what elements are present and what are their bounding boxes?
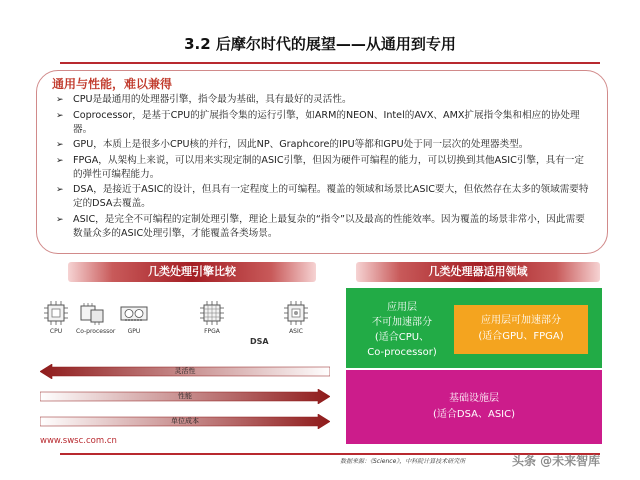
- coprocessor-chip-icon: [79, 300, 105, 326]
- bullet-list: [53, 93, 593, 242]
- footer-url: www.swsc.com.cn: [40, 436, 117, 446]
- cpu-label: CPU: [49, 328, 63, 335]
- engine-comparison-banner: 几类处理引擎比较: [68, 262, 316, 282]
- bullet-arrow-icon: ➢: [56, 140, 64, 150]
- infra-layer-box: [346, 370, 602, 444]
- asic-label: ASIC: [289, 328, 303, 335]
- flexibility-label: 灵活性: [174, 367, 196, 375]
- overview-panel: [36, 70, 608, 254]
- asic-chip: [280, 300, 312, 335]
- accel-layer-box: [454, 305, 588, 354]
- processor-icons-row: [40, 300, 340, 348]
- cpu-chip-icon: [43, 300, 69, 326]
- panel-title: 通用与性能，难以兼得: [52, 77, 173, 91]
- bullet-text: GPU，本质上是很多小CPU核的并行，因此NP、Graphcore的IPU等都和GPU处于同一层次的处理器类型。: [73, 139, 529, 150]
- page-title: 3.2 后摩尔时代的展望——从通用到专用: [184, 35, 456, 53]
- flexibility-arrow: [40, 364, 330, 379]
- title-divider: [60, 62, 600, 64]
- list-item: [53, 93, 593, 107]
- coprocessor-chip: [76, 300, 116, 335]
- list-item: [53, 138, 593, 152]
- gpu-card: [118, 300, 150, 335]
- bullet-text: Coprocessor，是基于CPU的扩展指令集的运行引擎，如ARM的NEON、Intel的AVX、AMX扩展指令集和相应的协处理器。: [73, 109, 580, 135]
- app-layer-text: 应用层 不可加速部分 (适合CPU、 Co-processor): [367, 302, 437, 358]
- bullet-text: FPGA，从架构上来说，可以用来实现定制的ASIC引擎，但因为硬件可编程的能力，可以切换到其他ASIC引擎，具有一定的弹性可编程能力。: [73, 154, 584, 180]
- accel-layer-text: 应用层可加速部分 (适合GPU、FPGA): [478, 315, 564, 342]
- coprocessor-label: Co-processor: [76, 328, 116, 335]
- bullet-text: CPU是最通用的处理器引擎，指令最为基础，具有最好的灵活性。: [73, 94, 352, 105]
- bullet-arrow-icon: ➢: [56, 214, 64, 225]
- watermark: 头条 @未来智库: [512, 454, 601, 468]
- unit-cost-arrow: [40, 414, 330, 429]
- performance-label: 性能: [178, 392, 192, 400]
- infra-layer-text: 基础设施层 (适合DSA、ASIC): [433, 393, 515, 420]
- list-item: [53, 109, 593, 137]
- fpga-label: FPGA: [204, 328, 220, 335]
- unit-cost-label: 单位成本: [171, 417, 199, 425]
- bullet-arrow-icon: ➢: [56, 155, 64, 166]
- fpga-chip-icon: [199, 300, 225, 326]
- bullet-arrow-icon: ➢: [56, 185, 64, 195]
- asic-chip-icon: [283, 300, 309, 326]
- cpu-chip: [40, 300, 72, 335]
- dsa-label: DSA: [250, 337, 269, 346]
- bullet-text: ASIC，是完全不可编程的定制处理引擎，理论上最复杂的“指令”以及最高的性能效率。因为覆盖的场景非常小，因此需要数量众多的ASIC处理引擎，才能覆盖各类场景。: [73, 213, 585, 239]
- list-item: [53, 213, 593, 241]
- list-item: [53, 154, 593, 182]
- bullet-arrow-icon: ➢: [56, 110, 64, 121]
- performance-arrow: [40, 389, 330, 404]
- app-layer-box: [346, 288, 602, 368]
- bullet-text: DSA，是接近于ASIC的设计，但具有一定程度上的可编程。覆盖的领域和场景比ASIC要大，但依然存在太多的领域需要特定的DSA去覆盖。: [73, 184, 589, 209]
- domain-banner: 几类处理器适用领域: [356, 262, 600, 282]
- gpu-card-icon: [119, 300, 149, 326]
- fpga-chip: [196, 300, 228, 335]
- bullet-arrow-icon: ➢: [56, 95, 64, 105]
- list-item: [53, 183, 593, 211]
- gpu-label: GPU: [127, 328, 141, 335]
- source-note: 数据来源：《Science》，中科院计算技术研究所: [340, 458, 466, 465]
